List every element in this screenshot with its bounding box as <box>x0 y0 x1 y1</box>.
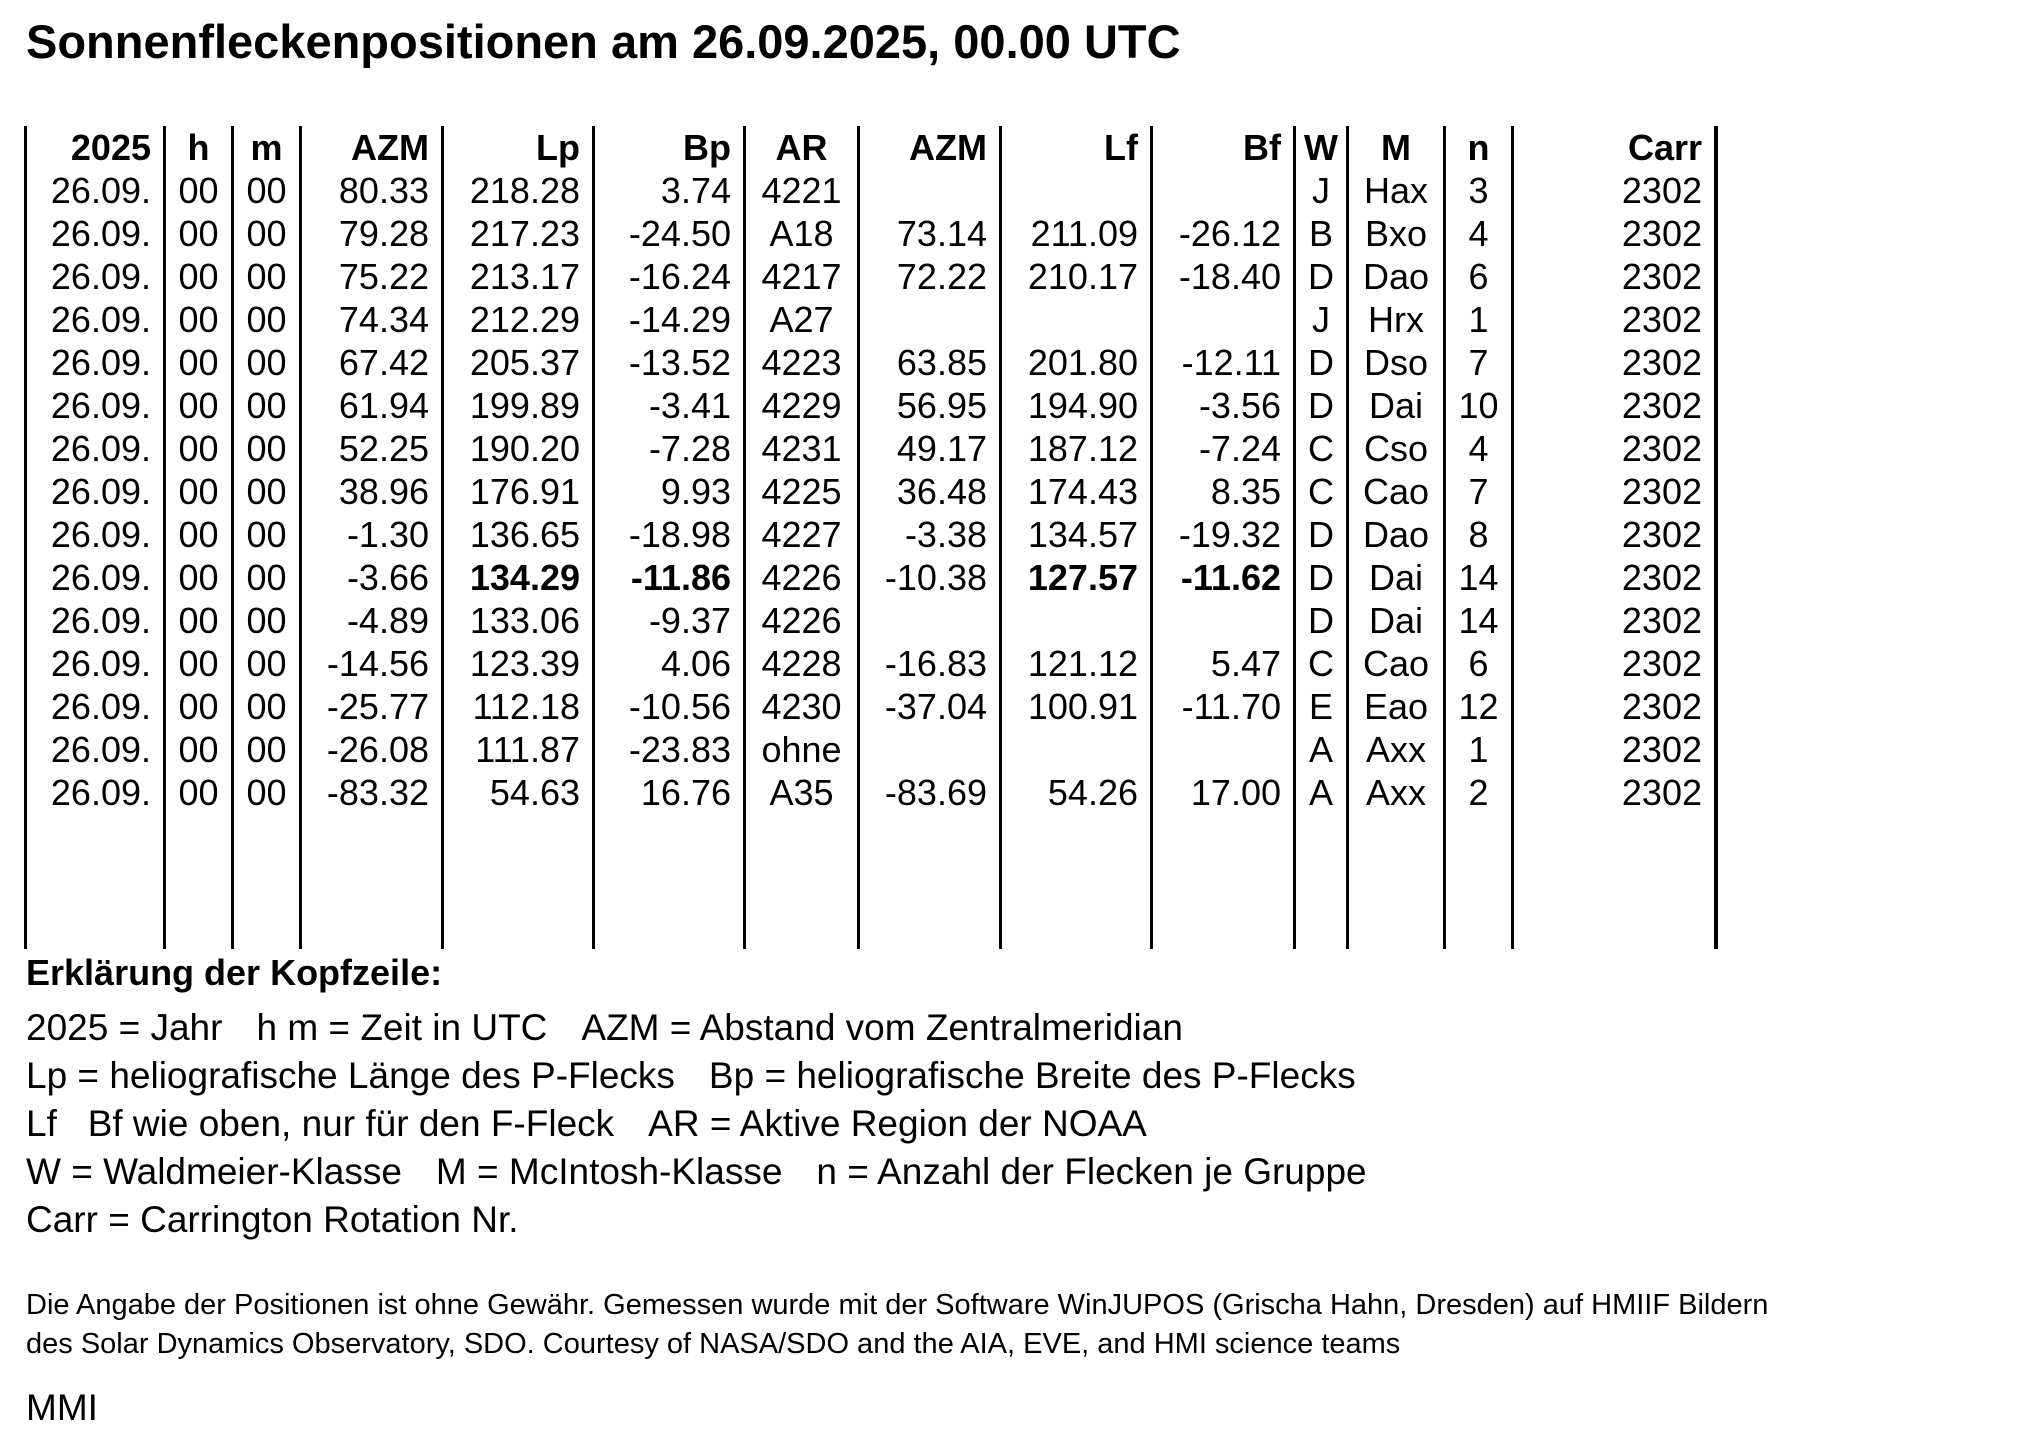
cell-ar: A27 <box>745 298 859 341</box>
cell-bp: 4.06 <box>594 642 745 685</box>
cell-azm-p: -14.56 <box>301 642 443 685</box>
cell-lp: 112.18 <box>443 685 594 728</box>
cell-azm-p: 52.25 <box>301 427 443 470</box>
cell-bf <box>1152 298 1295 341</box>
legend-item: Lf Bf wie oben, nur für den F-Fleck <box>26 1103 615 1144</box>
cell-bp: 16.76 <box>594 771 745 814</box>
empty-cell <box>1152 814 1295 949</box>
cell-lf: 174.43 <box>1001 470 1152 513</box>
sunspot-table-container <box>24 126 1718 949</box>
cell-carrington: 2302 <box>1513 212 1717 255</box>
cell-minute: 00 <box>233 599 301 642</box>
cell-lf: 100.91 <box>1001 685 1152 728</box>
legend <box>26 950 2016 1244</box>
cell-bp: -23.83 <box>594 728 745 771</box>
cell-azm-f <box>859 599 1001 642</box>
cell-hour: 00 <box>165 556 233 599</box>
empty-cell <box>1348 814 1445 949</box>
cell-azm-f <box>859 169 1001 212</box>
cell-hour: 00 <box>165 470 233 513</box>
cell-carrington: 2302 <box>1513 513 1717 556</box>
cell-minute: 00 <box>233 556 301 599</box>
cell-bp: -7.28 <box>594 427 745 470</box>
header-lf: Lf <box>1001 126 1152 169</box>
cell-minute: 00 <box>233 771 301 814</box>
cell-waldmeier: D <box>1295 599 1348 642</box>
cell-mcintosh: Dai <box>1348 384 1445 427</box>
cell-ar: 4231 <box>745 427 859 470</box>
cell-hour: 00 <box>165 169 233 212</box>
cell-azm-p: 75.22 <box>301 255 443 298</box>
cell-carrington: 2302 <box>1513 169 1717 212</box>
cell-mcintosh: Cao <box>1348 642 1445 685</box>
table-filler-row <box>26 814 1717 949</box>
table-row <box>26 427 1717 470</box>
empty-cell <box>1445 814 1513 949</box>
cell-hour: 00 <box>165 298 233 341</box>
cell-waldmeier: E <box>1295 685 1348 728</box>
cell-bf <box>1152 599 1295 642</box>
cell-azm-p: -1.30 <box>301 513 443 556</box>
cell-minute: 00 <box>233 255 301 298</box>
cell-carrington: 2302 <box>1513 728 1717 771</box>
cell-date: 26.09. <box>26 427 165 470</box>
cell-lf: 121.12 <box>1001 642 1152 685</box>
cell-azm-p: -83.32 <box>301 771 443 814</box>
header-mcintosh: M <box>1348 126 1445 169</box>
cell-hour: 00 <box>165 599 233 642</box>
cell-minute: 00 <box>233 427 301 470</box>
empty-cell <box>1001 814 1152 949</box>
empty-cell <box>165 814 233 949</box>
cell-azm-p: -25.77 <box>301 685 443 728</box>
cell-hour: 00 <box>165 685 233 728</box>
cell-lp: 54.63 <box>443 771 594 814</box>
cell-lf: 134.57 <box>1001 513 1152 556</box>
cell-azm-p: 38.96 <box>301 470 443 513</box>
cell-date: 26.09. <box>26 685 165 728</box>
cell-azm-f: -3.38 <box>859 513 1001 556</box>
cell-lp: 205.37 <box>443 341 594 384</box>
legend-line <box>26 1196 2016 1244</box>
cell-lp: 217.23 <box>443 212 594 255</box>
cell-date: 26.09. <box>26 642 165 685</box>
cell-lf: 187.12 <box>1001 427 1152 470</box>
cell-date: 26.09. <box>26 255 165 298</box>
empty-cell <box>594 814 745 949</box>
legend-item: Carr = Carrington Rotation Nr. <box>26 1199 519 1240</box>
cell-minute: 00 <box>233 685 301 728</box>
cell-bp: 3.74 <box>594 169 745 212</box>
table-row <box>26 384 1717 427</box>
cell-bp: -24.50 <box>594 212 745 255</box>
cell-count: 7 <box>1445 470 1513 513</box>
cell-mcintosh: Axx <box>1348 771 1445 814</box>
empty-cell <box>1295 814 1348 949</box>
cell-ar: 4225 <box>745 470 859 513</box>
cell-hour: 00 <box>165 771 233 814</box>
cell-lp: 212.29 <box>443 298 594 341</box>
header-count: n <box>1445 126 1513 169</box>
cell-azm-p: 61.94 <box>301 384 443 427</box>
cell-waldmeier: D <box>1295 255 1348 298</box>
cell-mcintosh: Hrx <box>1348 298 1445 341</box>
cell-minute: 00 <box>233 384 301 427</box>
legend-item: n = Anzahl der Flecken je Gruppe <box>816 1151 1367 1192</box>
disclaimer <box>26 1286 2036 1364</box>
empty-cell <box>443 814 594 949</box>
table-row <box>26 642 1717 685</box>
cell-azm-f: 36.48 <box>859 470 1001 513</box>
cell-lp: 176.91 <box>443 470 594 513</box>
header-minute: m <box>233 126 301 169</box>
cell-bf <box>1152 169 1295 212</box>
table-body <box>26 169 1717 949</box>
cell-count: 6 <box>1445 642 1513 685</box>
cell-lf: 211.09 <box>1001 212 1152 255</box>
signature: MMI <box>26 1387 98 1428</box>
cell-mcintosh: Axx <box>1348 728 1445 771</box>
table-row <box>26 685 1717 728</box>
legend-item: Bp = heliografische Breite des P-Flecks <box>708 1055 1356 1096</box>
cell-waldmeier: C <box>1295 427 1348 470</box>
cell-hour: 00 <box>165 341 233 384</box>
cell-mcintosh: Eao <box>1348 685 1445 728</box>
cell-waldmeier: D <box>1295 341 1348 384</box>
empty-cell <box>301 814 443 949</box>
table-row <box>26 298 1717 341</box>
cell-ar: 4226 <box>745 599 859 642</box>
cell-minute: 00 <box>233 212 301 255</box>
cell-minute: 00 <box>233 513 301 556</box>
cell-ar: A18 <box>745 212 859 255</box>
cell-azm-f: -37.04 <box>859 685 1001 728</box>
table-row <box>26 470 1717 513</box>
empty-cell <box>233 814 301 949</box>
cell-bf: 17.00 <box>1152 771 1295 814</box>
cell-carrington: 2302 <box>1513 341 1717 384</box>
cell-mcintosh: Cao <box>1348 470 1445 513</box>
cell-ar: 4228 <box>745 642 859 685</box>
cell-azm-p: 74.34 <box>301 298 443 341</box>
cell-date: 26.09. <box>26 298 165 341</box>
cell-hour: 00 <box>165 427 233 470</box>
cell-count: 2 <box>1445 771 1513 814</box>
cell-azm-f: 72.22 <box>859 255 1001 298</box>
cell-bp: -16.24 <box>594 255 745 298</box>
cell-count: 3 <box>1445 169 1513 212</box>
cell-ar: A35 <box>745 771 859 814</box>
header-year: 2025 <box>26 126 165 169</box>
cell-hour: 00 <box>165 513 233 556</box>
cell-lp: 213.17 <box>443 255 594 298</box>
cell-count: 12 <box>1445 685 1513 728</box>
legend-item: Lp = heliografische Länge des P-Flecks <box>26 1055 675 1096</box>
cell-lf: 210.17 <box>1001 255 1152 298</box>
cell-hour: 00 <box>165 642 233 685</box>
cell-hour: 00 <box>165 728 233 771</box>
table-row <box>26 556 1717 599</box>
cell-ar: 4230 <box>745 685 859 728</box>
cell-azm-f: 73.14 <box>859 212 1001 255</box>
cell-bp: -18.98 <box>594 513 745 556</box>
empty-cell <box>1513 814 1717 949</box>
cell-carrington: 2302 <box>1513 384 1717 427</box>
cell-minute: 00 <box>233 642 301 685</box>
cell-date: 26.09. <box>26 384 165 427</box>
cell-bp: 9.93 <box>594 470 745 513</box>
cell-minute: 00 <box>233 298 301 341</box>
cell-ar: 4226 <box>745 556 859 599</box>
cell-carrington: 2302 <box>1513 556 1717 599</box>
legend-heading: Erklärung der Kopfzeile: <box>26 952 443 993</box>
cell-carrington: 2302 <box>1513 685 1717 728</box>
cell-carrington: 2302 <box>1513 771 1717 814</box>
cell-azm-f <box>859 298 1001 341</box>
cell-azm-p: 67.42 <box>301 341 443 384</box>
cell-lp: 134.29 <box>443 556 594 599</box>
cell-mcintosh: Bxo <box>1348 212 1445 255</box>
cell-count: 10 <box>1445 384 1513 427</box>
cell-bp: -11.86 <box>594 556 745 599</box>
empty-cell <box>745 814 859 949</box>
legend-line <box>26 1052 2016 1100</box>
header-azm-f: AZM <box>859 126 1001 169</box>
table-row <box>26 255 1717 298</box>
cell-azm-f: -10.38 <box>859 556 1001 599</box>
cell-waldmeier: B <box>1295 212 1348 255</box>
cell-bf <box>1152 728 1295 771</box>
cell-azm-p: 79.28 <box>301 212 443 255</box>
cell-count: 6 <box>1445 255 1513 298</box>
cell-minute: 00 <box>233 341 301 384</box>
cell-lp: 199.89 <box>443 384 594 427</box>
cell-carrington: 2302 <box>1513 599 1717 642</box>
disclaimer-line: des Solar Dynamics Observatory, SDO. Courtesy of NASA/SDO and the AIA, EVE, and HMI science teams <box>26 1328 1401 1360</box>
legend-line <box>26 1148 2016 1196</box>
cell-ar: 4227 <box>745 513 859 556</box>
cell-mcintosh: Dai <box>1348 599 1445 642</box>
cell-waldmeier: D <box>1295 384 1348 427</box>
cell-minute: 00 <box>233 728 301 771</box>
cell-mcintosh: Hax <box>1348 169 1445 212</box>
cell-lf <box>1001 169 1152 212</box>
table-row <box>26 169 1717 212</box>
cell-date: 26.09. <box>26 212 165 255</box>
cell-count: 8 <box>1445 513 1513 556</box>
cell-azm-p: -4.89 <box>301 599 443 642</box>
header-azm-p: AZM <box>301 126 443 169</box>
legend-item: AZM = Abstand vom Zentralmeridian <box>581 1007 1183 1048</box>
cell-waldmeier: J <box>1295 169 1348 212</box>
cell-mcintosh: Dao <box>1348 255 1445 298</box>
cell-count: 4 <box>1445 427 1513 470</box>
cell-bf: -3.56 <box>1152 384 1295 427</box>
cell-azm-f: 56.95 <box>859 384 1001 427</box>
cell-count: 1 <box>1445 728 1513 771</box>
empty-cell <box>859 814 1001 949</box>
cell-date: 26.09. <box>26 341 165 384</box>
cell-lf: 127.57 <box>1001 556 1152 599</box>
cell-mcintosh: Cso <box>1348 427 1445 470</box>
cell-mcintosh: Dso <box>1348 341 1445 384</box>
legend-line <box>26 1100 2016 1148</box>
cell-date: 26.09. <box>26 728 165 771</box>
table-row <box>26 728 1717 771</box>
cell-count: 7 <box>1445 341 1513 384</box>
cell-bp: -9.37 <box>594 599 745 642</box>
cell-lp: 123.39 <box>443 642 594 685</box>
cell-date: 26.09. <box>26 470 165 513</box>
cell-lf: 201.80 <box>1001 341 1152 384</box>
legend-line <box>26 1004 2016 1052</box>
cell-count: 14 <box>1445 556 1513 599</box>
cell-minute: 00 <box>233 169 301 212</box>
cell-lf: 194.90 <box>1001 384 1152 427</box>
cell-lp: 111.87 <box>443 728 594 771</box>
cell-minute: 00 <box>233 470 301 513</box>
cell-bp: -3.41 <box>594 384 745 427</box>
cell-ar: 4221 <box>745 169 859 212</box>
cell-waldmeier: D <box>1295 556 1348 599</box>
cell-bf: -18.40 <box>1152 255 1295 298</box>
cell-hour: 00 <box>165 212 233 255</box>
table-row <box>26 341 1717 384</box>
cell-date: 26.09. <box>26 771 165 814</box>
cell-lf <box>1001 298 1152 341</box>
empty-cell <box>26 814 165 949</box>
cell-azm-f <box>859 728 1001 771</box>
header-ar: AR <box>745 126 859 169</box>
cell-bf: 5.47 <box>1152 642 1295 685</box>
cell-azm-f: 63.85 <box>859 341 1001 384</box>
cell-waldmeier: J <box>1295 298 1348 341</box>
sunspot-table <box>24 126 1718 949</box>
cell-bf: -26.12 <box>1152 212 1295 255</box>
table-row <box>26 599 1717 642</box>
cell-bf: -7.24 <box>1152 427 1295 470</box>
cell-hour: 00 <box>165 384 233 427</box>
table-header-row <box>26 126 1717 169</box>
cell-bf: -12.11 <box>1152 341 1295 384</box>
cell-ar: 4217 <box>745 255 859 298</box>
cell-azm-p: 80.33 <box>301 169 443 212</box>
header-bp: Bp <box>594 126 745 169</box>
cell-date: 26.09. <box>26 599 165 642</box>
cell-azm-f: -83.69 <box>859 771 1001 814</box>
legend-item: W = Waldmeier-Klasse <box>26 1151 402 1192</box>
header-lp: Lp <box>443 126 594 169</box>
cell-date: 26.09. <box>26 556 165 599</box>
cell-waldmeier: C <box>1295 470 1348 513</box>
cell-count: 1 <box>1445 298 1513 341</box>
table-row <box>26 513 1717 556</box>
cell-carrington: 2302 <box>1513 427 1717 470</box>
cell-bp: -10.56 <box>594 685 745 728</box>
cell-carrington: 2302 <box>1513 642 1717 685</box>
header-hour: h <box>165 126 233 169</box>
cell-waldmeier: A <box>1295 728 1348 771</box>
cell-waldmeier: A <box>1295 771 1348 814</box>
cell-lf <box>1001 728 1152 771</box>
cell-mcintosh: Dai <box>1348 556 1445 599</box>
cell-mcintosh: Dao <box>1348 513 1445 556</box>
cell-lf: 54.26 <box>1001 771 1152 814</box>
cell-lp: 136.65 <box>443 513 594 556</box>
header-bf: Bf <box>1152 126 1295 169</box>
legend-item: AR = Aktive Region der NOAA <box>648 1103 1147 1144</box>
header-waldmeier: W <box>1295 126 1348 169</box>
cell-carrington: 2302 <box>1513 255 1717 298</box>
cell-bf: 8.35 <box>1152 470 1295 513</box>
cell-azm-f: -16.83 <box>859 642 1001 685</box>
cell-waldmeier: C <box>1295 642 1348 685</box>
cell-ar: ohne <box>745 728 859 771</box>
legend-item: 2025 = Jahr <box>26 1007 223 1048</box>
page-title: Sonnenfleckenpositionen am 26.09.2025, 00.00 UTC <box>26 15 1181 68</box>
cell-ar: 4229 <box>745 384 859 427</box>
disclaimer-line: Die Angabe der Positionen ist ohne Gewähr. Gemessen wurde mit der Software WinJUPOS (Grischa Hahn, Dresden) auf HMIIF Bildern <box>26 1289 1769 1321</box>
cell-carrington: 2302 <box>1513 298 1717 341</box>
cell-bf: -11.70 <box>1152 685 1295 728</box>
header-carrington: Carr <box>1513 126 1717 169</box>
cell-date: 26.09. <box>26 513 165 556</box>
cell-carrington: 2302 <box>1513 470 1717 513</box>
cell-lp: 218.28 <box>443 169 594 212</box>
cell-ar: 4223 <box>745 341 859 384</box>
cell-bp: -14.29 <box>594 298 745 341</box>
cell-waldmeier: D <box>1295 513 1348 556</box>
cell-azm-p: -26.08 <box>301 728 443 771</box>
table-row <box>26 212 1717 255</box>
cell-lp: 133.06 <box>443 599 594 642</box>
cell-count: 14 <box>1445 599 1513 642</box>
cell-lp: 190.20 <box>443 427 594 470</box>
cell-azm-f: 49.17 <box>859 427 1001 470</box>
cell-bf: -11.62 <box>1152 556 1295 599</box>
cell-hour: 00 <box>165 255 233 298</box>
table-row <box>26 771 1717 814</box>
cell-date: 26.09. <box>26 169 165 212</box>
cell-bp: -13.52 <box>594 341 745 384</box>
cell-azm-p: -3.66 <box>301 556 443 599</box>
cell-lf <box>1001 599 1152 642</box>
legend-item: M = McIntosh-Klasse <box>435 1151 783 1192</box>
legend-item: h m = Zeit in UTC <box>256 1007 548 1048</box>
cell-bf: -19.32 <box>1152 513 1295 556</box>
cell-count: 4 <box>1445 212 1513 255</box>
